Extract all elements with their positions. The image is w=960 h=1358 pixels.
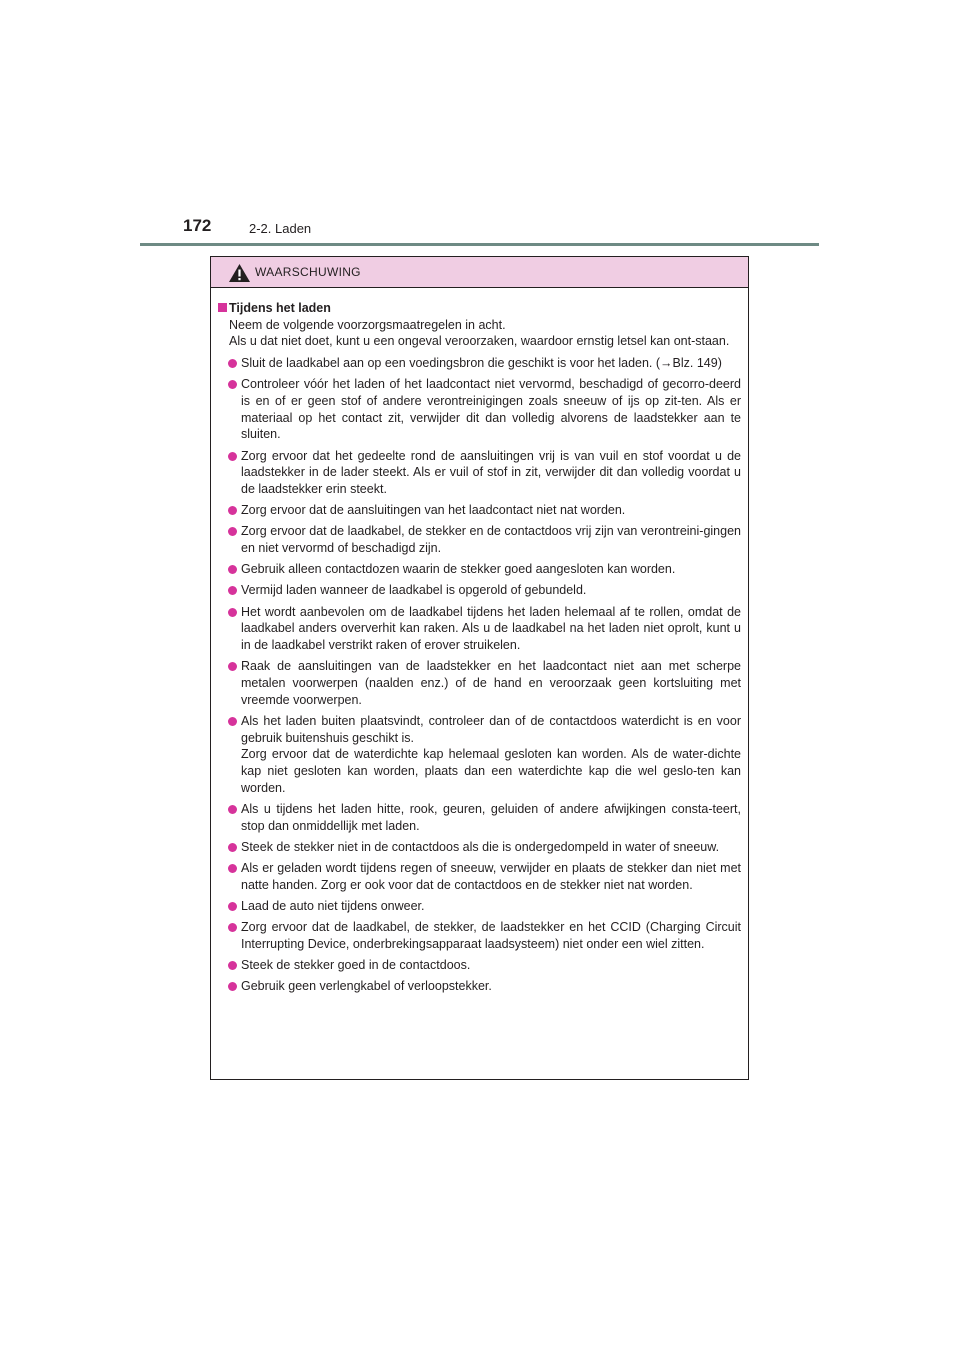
warning-header	[211, 257, 748, 288]
round-bullet-icon	[228, 506, 237, 515]
topic-heading	[218, 300, 741, 316]
precaution-text: Als u tijdens het laden hitte, rook, geuren, geluiden of andere afwijkingen consta-teert, stop dan onmiddellijk met laden.	[241, 801, 741, 833]
precaution-text: Als er geladen wordt tijdens regen of sneeuw, verwijder en plaats de stekker dan niet met natte handen. Zorg er ook voor dat de contactdoos en de stekker niet nat worden.	[241, 860, 741, 892]
precaution-item	[218, 801, 741, 834]
precaution-item	[218, 582, 741, 599]
precaution-text: Raak de aansluitingen van de laadstekker en het laadcontact niet aan met scherpe metalen voorwerpen (naalden enz.) of de hand en veroorzaak geen kortsluiting met vreemde voorwerpen.	[241, 659, 741, 707]
warning-label: WAARSCHUWING	[255, 265, 361, 279]
round-bullet-icon	[228, 527, 237, 536]
precaution-item	[218, 978, 741, 995]
precaution-item	[218, 713, 741, 797]
precaution-text: Gebruik geen verlengkabel of verloopstekker.	[241, 979, 492, 994]
round-bullet-icon	[228, 864, 237, 873]
precaution-item	[218, 919, 741, 952]
round-bullet-icon	[228, 982, 237, 991]
round-bullet-icon	[228, 565, 237, 574]
precaution-text: Sluit de laadkabel aan op een voedingsbron die geschikt is voor het laden. (→Blz. 149)	[241, 356, 722, 370]
round-bullet-icon	[228, 843, 237, 852]
precaution-item	[218, 561, 741, 578]
round-bullet-icon	[228, 452, 237, 461]
topic-title: Tijdens het laden	[229, 301, 331, 315]
precaution-item	[218, 502, 741, 519]
round-bullet-icon	[228, 662, 237, 671]
round-bullet-icon	[228, 961, 237, 970]
precaution-item	[218, 355, 741, 372]
round-bullet-icon	[228, 608, 237, 617]
precaution-text: Vermijd laden wanneer de laadkabel is opgerold of gebundeld.	[241, 583, 587, 598]
precaution-item	[218, 523, 741, 556]
precaution-text: Zorg ervoor dat de laadkabel, de stekker, de laadstekker en het CCID (Charging Circuit Interrupting Device, onderbrekingsapparaat laadsysteem) niet onder een wiel zitten.	[241, 920, 741, 951]
precaution-text: Steek de stekker niet in de contactdoos als die is ondergedompeld in water of sneeuw.	[241, 839, 720, 854]
precaution-text: Het wordt aanbevolen om de laadkabel tijdens het laden helemaal af te rollen, omdat de laadkabel anders oververhit kan raken. Als u de laadkabel na het laden niet oprolt, kunt u in de laadkabel verstrikt raken of erover struikelen.	[241, 604, 741, 653]
round-bullet-icon	[228, 380, 237, 389]
precaution-text: Gebruik alleen contactdozen waarin de stekker goed aangesloten kan worden.	[241, 562, 676, 577]
round-bullet-icon	[228, 902, 237, 911]
precaution-item	[218, 860, 741, 893]
precaution-text: Laad de auto niet tijdens onweer.	[241, 898, 425, 913]
precaution-text: Controleer vóór het laden of het laadcontact niet vervormd, beschadigd of gecorro-deerd is en of er geen stof of andere verontreinigingen zoals sneeuw of ijs op zit-ten. Als er materiaal op het contact zit, verwijder dit dan volledig alvorens de laadstekker aan te sluiten.	[241, 377, 741, 442]
precaution-item	[218, 658, 741, 708]
precaution-text: Zorg ervoor dat de aansluitingen van het laadcontact niet nat worden.	[241, 503, 626, 518]
page-number: 172	[183, 216, 212, 235]
precaution-item	[218, 376, 741, 443]
precaution-item	[218, 898, 741, 915]
header-rule	[140, 243, 819, 246]
section-title: 2-2. Laden	[249, 221, 312, 236]
round-bullet-icon	[228, 805, 237, 814]
warning-triangle-icon	[228, 263, 251, 283]
precaution-list	[218, 355, 741, 995]
round-bullet-icon	[228, 717, 237, 726]
precaution-item	[218, 957, 741, 974]
warning-body	[211, 288, 748, 995]
precaution-text: Steek de stekker goed in de contactdoos.	[241, 958, 471, 972]
warning-box	[210, 256, 749, 1080]
precaution-item	[218, 448, 741, 498]
round-bullet-icon	[228, 923, 237, 932]
round-bullet-icon	[228, 586, 237, 595]
precaution-text: Als het laden buiten plaatsvindt, controleer dan of de contactdoos waterdicht is en voor gebruik buitenshuis geschikt is. Zorg ervoor dat de waterdichte kap helemaal gesloten kan worden. Als de water-dichte kap niet gesloten kan worden, plaats dan een waterdichte kap die wel geslo-ten kan worden.	[241, 713, 741, 795]
precaution-text: Zorg ervoor dat het gedeelte rond de aansluitingen vrij is van vuil en stof voordat u de laadstekker in de lader steekt. Als er vuil of stof in zit, verwijder dit dan volledig voordat u de laadstekker erin steekt.	[241, 448, 741, 496]
precaution-item	[218, 604, 741, 654]
precaution-text: Zorg ervoor dat de laadkabel, de stekker en de contactdoos vrij zijn van verontreini-gingen en niet vervormd of beschadigd zijn.	[241, 524, 741, 556]
precaution-item	[218, 839, 741, 856]
square-bullet-icon	[218, 303, 227, 312]
intro-text: Neem de volgende voorzorgsmaatregelen in acht. Als u dat niet doet, kunt u een ongeval veroorzaken, waardoor ernstig letsel kan ont-staan.	[229, 318, 730, 348]
round-bullet-icon	[228, 359, 237, 368]
